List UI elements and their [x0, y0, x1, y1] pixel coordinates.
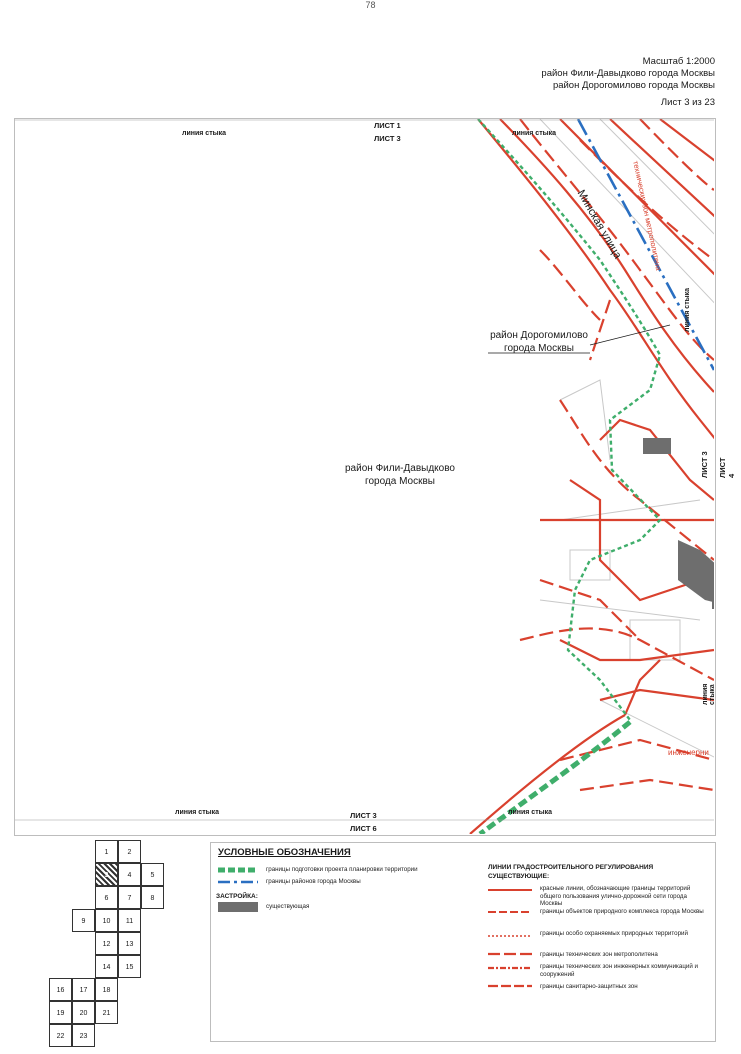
red-dashed-lines: [520, 119, 714, 790]
base-map: [540, 119, 740, 760]
right-sheet-1: ЛИСТ 3: [700, 451, 709, 478]
bottom-joint-label: линия стыка: [175, 809, 220, 816]
legend-title: УСЛОВНЫЕ ОБОЗНАЧЕНИЯ: [218, 847, 351, 858]
grid-cell-2: 2: [118, 840, 141, 863]
top-sheet-2: ЛИСТ 3: [374, 134, 401, 143]
grid-cell-7: 7: [118, 886, 141, 909]
legend-nature: границы объектов природного комплекса города Москвы: [540, 908, 704, 915]
grid-cell-10: 10: [95, 909, 118, 932]
district-right-label: [484, 329, 594, 355]
bottom-sheet-1: ЛИСТ 3: [350, 811, 377, 820]
bottom-sheet-2: ЛИСТ 6: [350, 824, 377, 833]
district-right-line-1: район Дорогомилово: [490, 330, 588, 341]
legend-red-lines: красные линии, обозначающие границы территорий общего пользования улично-дорожной сети города Москвы: [540, 885, 691, 907]
grid-cell-18: 18: [95, 978, 118, 1001]
grid-cell-22: 22: [49, 1024, 72, 1047]
legend-metro-zone: границы технических зон метрополитена: [540, 951, 658, 958]
grid-cell-12: 12: [95, 932, 118, 955]
grid-cell-8: 8: [141, 886, 164, 909]
district-right-line-2: города Москвы: [504, 343, 574, 354]
grid-cell-5: 5: [141, 863, 164, 886]
bottom-right-label: инженерни: [668, 748, 709, 757]
district-left-line-1: район Фили-Давыдково: [345, 463, 455, 474]
legend-protected: границы особо охраняемых природных территорий: [540, 930, 688, 937]
top-joint-label-right: линия стыка: [512, 130, 557, 137]
grid-cell-1: 1: [95, 840, 118, 863]
right-joint-label-2: линия стыка: [702, 683, 716, 705]
grid-cell-11: 11: [118, 909, 141, 932]
page-number: 78: [365, 0, 376, 10]
legend-item-project: границы подготовки проекта планировки территории: [266, 866, 418, 873]
grid-cell-20: 20: [72, 1001, 95, 1024]
district-title-1: район Фили-Давыдково города Москвы: [541, 68, 715, 79]
project-boundary-bold: [480, 722, 630, 834]
right-sheet-2: ЛИСТ 4: [718, 457, 736, 478]
right-joint-label-1: линия стыка: [684, 287, 691, 332]
legend-left-swatches: [214, 862, 264, 922]
legend-right-swatches: [486, 884, 536, 1014]
grid-cell-19: 19: [49, 1001, 72, 1024]
grid-cell-15: 15: [118, 955, 141, 978]
grid-cell-6: 6: [95, 886, 118, 909]
street-label: Минская улица: [574, 188, 624, 261]
map-scale: Масштаб 1:2000: [642, 56, 715, 67]
grid-cell-3: 3: [95, 863, 118, 886]
zone-label: технических зон метрополитена: [631, 160, 664, 272]
bottom-joint-label-right: линия стыка: [508, 809, 553, 816]
sheet-number: Лист 3 из 23: [660, 97, 715, 108]
grid-cell-17: 17: [72, 978, 95, 1001]
legend-right-header-1: ЛИНИИ ГРАДОСТРОИТЕЛЬНОГО РЕГУЛИРОВАНИЯ: [488, 864, 654, 871]
grid-cell-21: 21: [95, 1001, 118, 1024]
grid-cell-9: 9: [72, 909, 95, 932]
district-left-line-2: города Москвы: [365, 476, 435, 487]
grid-cell-13: 13: [118, 932, 141, 955]
district-left-label: [330, 462, 470, 488]
building-swatch: [218, 902, 258, 912]
legend-item-district: границы районов города Москвы: [266, 878, 361, 885]
legend-building-existing: существующая: [266, 903, 310, 910]
sheet-index-grid: [48, 840, 198, 1050]
buildings: [643, 438, 728, 609]
legend-right-header-2: СУЩЕСТВУЮЩИЕ:: [488, 873, 550, 880]
district-title-2: район Дорогомилово города Москвы: [552, 80, 715, 91]
district-boundary: [578, 119, 714, 370]
grid-cell-4: 4: [118, 863, 141, 886]
grid-cell-14: 14: [95, 955, 118, 978]
legend-sanitary-zone: границы санитарно-защитных зон: [540, 983, 638, 990]
grid-cell-23: 23: [72, 1024, 95, 1047]
top-joint-label: линия стыка: [182, 130, 227, 137]
legend-building-header: ЗАСТРОЙКА:: [216, 893, 258, 900]
top-sheet-1: ЛИСТ 1: [374, 121, 401, 130]
district-leader-line: [590, 325, 670, 345]
legend-utility-zone: границы технических зон инженерных коммуникаций и сооружений: [540, 963, 698, 978]
grid-cell-16: 16: [49, 978, 72, 1001]
